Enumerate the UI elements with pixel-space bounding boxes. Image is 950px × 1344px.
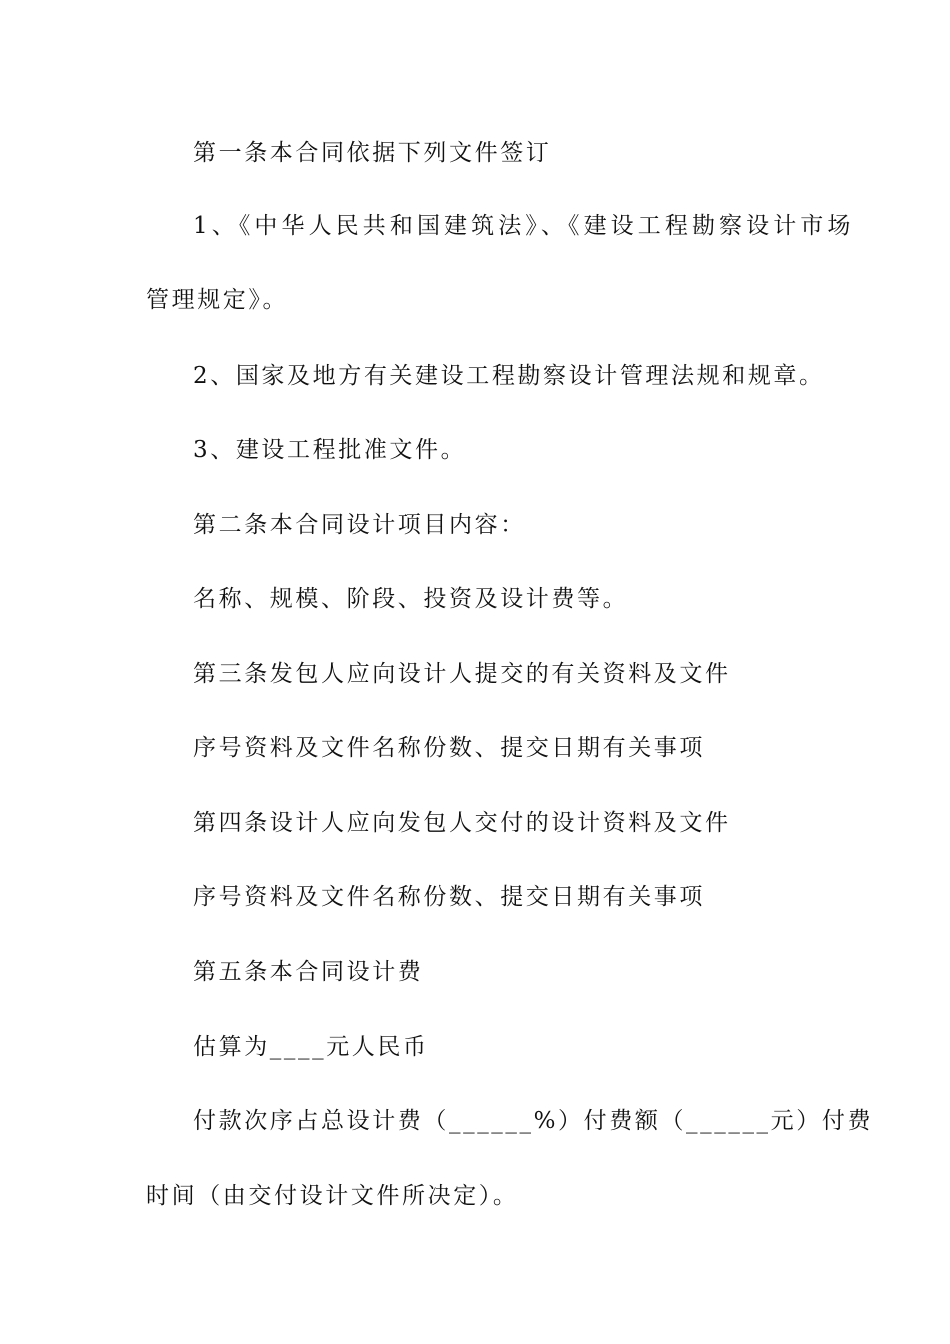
article-1-item-1-continued: 管理规定》。 — [146, 287, 289, 313]
article-1-heading: 第一条本合同依据下列文件签订 — [193, 140, 552, 166]
article-4-heading: 第四条设计人应向发包人交付的设计资料及文件 — [193, 810, 731, 836]
article-5-estimate: 估算为____元人民币 — [193, 1034, 429, 1060]
article-1-item-1: 1、《中华人民共和国建筑法》、《建设工程勘察设计市场 — [193, 213, 853, 239]
article-3-table-header: 序号资料及文件名称份数、提交日期有关事项 — [193, 735, 705, 761]
article-1-item-2: 2、国家及地方有关建设工程勘察设计管理法规和规章。 — [193, 363, 825, 389]
article-1-item-3: 3、建设工程批准文件。 — [193, 437, 467, 463]
article-5-payment-terms-continued: 时间（由交付设计文件所决定）。 — [146, 1183, 519, 1209]
article-5-payment-terms: 付款次序占总设计费（______%）付费额（______元）付费 — [193, 1108, 874, 1134]
article-2-heading: 第二条本合同设计项目内容： — [193, 512, 526, 538]
article-2-content: 名称、规模、阶段、投资及设计费等。 — [193, 586, 629, 612]
article-3-heading: 第三条发包人应向设计人提交的有关资料及文件 — [193, 661, 731, 687]
article-5-heading: 第五条本合同设计费 — [193, 959, 424, 985]
article-4-table-header: 序号资料及文件名称份数、提交日期有关事项 — [193, 884, 705, 910]
